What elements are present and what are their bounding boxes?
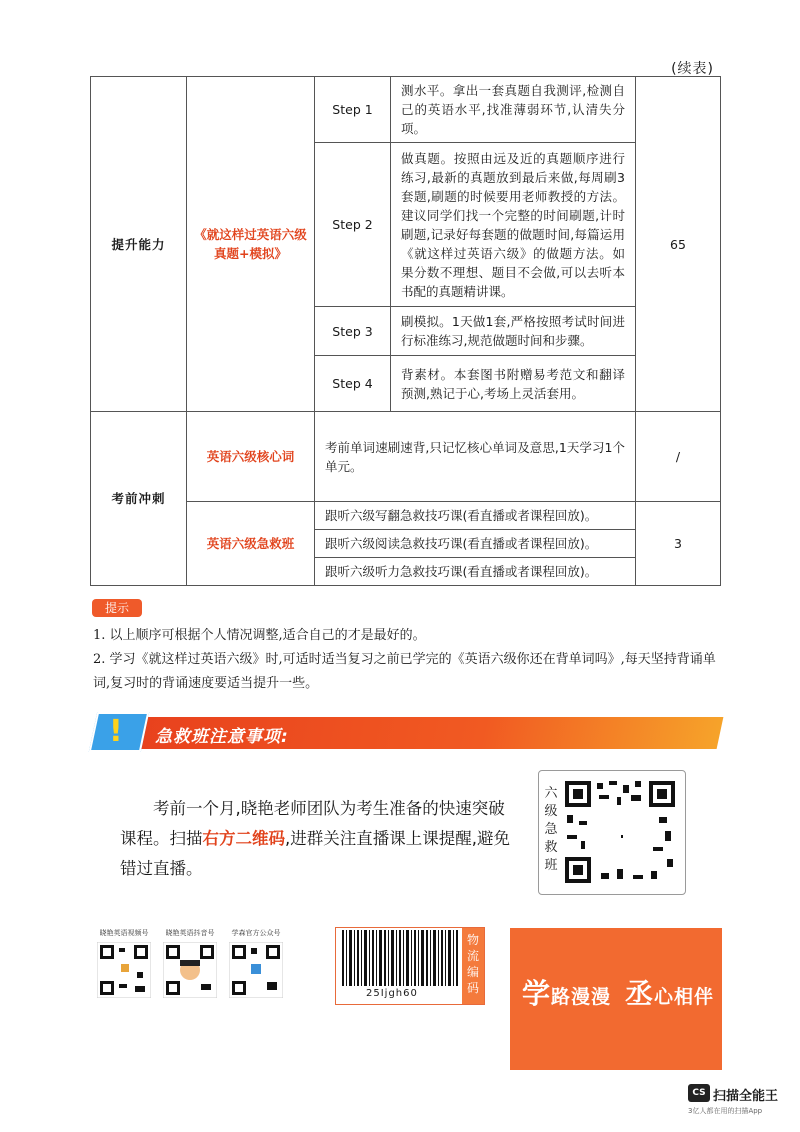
study-plan-table xyxy=(90,76,721,586)
step-label: Step 4 xyxy=(315,356,391,412)
scanner-sub: 3亿人都在用的扫描App xyxy=(688,1107,763,1115)
qr-side-label: 六级急救班 xyxy=(544,786,558,873)
hours-cell: / xyxy=(636,412,721,502)
tips-badge: 提示 xyxy=(92,599,142,617)
tip-item: 2. 学习《就这样过英语六级》时,可适时适当复习之前已学完的《英语六级你还在背单词吗》,每天坚持背诵单词,复习时的背诵速度要适当提升一些。 xyxy=(93,652,716,691)
book-cell: 英语六级急救班 xyxy=(187,502,315,586)
notice-part1: 考前一个月,晓艳老师团队为考生准备的快速突破课程。扫描 xyxy=(120,799,505,848)
book-cell: 《就这样过英语六级真题+模拟》 xyxy=(187,77,315,412)
qr-label: 晓艳英语视频号 xyxy=(99,929,149,937)
slogan-text xyxy=(522,972,714,1012)
qr-label: 学森官方公众号 xyxy=(231,929,281,937)
notice-part2: ,进群关注直播课上课提醒,避免错过直播。 xyxy=(120,829,510,878)
step-label: Step 2 xyxy=(315,143,391,307)
tips-list xyxy=(93,624,723,696)
slogan-panel xyxy=(510,928,722,1070)
camscanner-logo-icon: CS xyxy=(688,1084,710,1102)
stage-cell: 考前冲刺 xyxy=(91,412,187,586)
slogan-part: 路漫漫 xyxy=(551,986,612,1008)
notice-banner xyxy=(93,712,720,752)
footer-qr-3 xyxy=(224,928,288,1002)
banner-title: 急救班注意事项: xyxy=(155,727,289,747)
continued-label: (续表) xyxy=(671,61,714,77)
qr-code-icon[interactable] xyxy=(561,777,679,887)
tip-item: 1. 以上顺序可根据个人情况调整,适合自己的才是最好的。 xyxy=(93,628,426,643)
scanner-name: 扫描全能王 xyxy=(713,1089,779,1104)
step-label: Step 1 xyxy=(315,77,391,143)
book-cell: 英语六级核心词 xyxy=(187,412,315,502)
step-desc: 背素材。本套图书附赠易考范文和翻译预测,熟记于心,考场上灵活套用。 xyxy=(391,356,636,412)
footer-qr-2 xyxy=(158,928,222,1002)
stage-cell: 提升能力 xyxy=(91,77,187,412)
hours-cell: 65 xyxy=(636,77,721,412)
slogan-part: 心相伴 xyxy=(654,986,715,1008)
step-label: Step 3 xyxy=(315,307,391,356)
table-row xyxy=(91,77,721,143)
qr-code-icon[interactable] xyxy=(229,942,283,998)
table-row xyxy=(91,412,721,502)
barcode-icon xyxy=(340,930,460,988)
sub-desc: 跟听六级听力急救技巧课(看直播或者课程回放)。 xyxy=(315,558,636,586)
group-qr-box xyxy=(538,770,686,895)
qr-code-icon[interactable] xyxy=(163,942,217,998)
barcode-side-label: 物流编码 xyxy=(462,928,484,1004)
sub-desc: 跟听六级写翻急救技巧课(看直播或者课程回放)。 xyxy=(315,502,636,530)
slogan-char: 丞 xyxy=(625,977,655,1010)
sub-desc: 考前单词速刷速背,只记忆核心单词及意思,1天学习1个单元。 xyxy=(315,412,636,502)
notice-text xyxy=(120,794,520,884)
hours-cell: 3 xyxy=(636,502,721,586)
barcode-label xyxy=(335,927,485,1005)
qr-label: 晓艳英语抖音号 xyxy=(165,929,215,937)
slogan-char: 学 xyxy=(522,977,552,1010)
sub-desc: 跟听六级阅读急救技巧课(看直播或者课程回放)。 xyxy=(315,530,636,558)
qr-code-icon[interactable] xyxy=(97,942,151,998)
footer-qr-1 xyxy=(92,928,156,1002)
notice-highlight: 右方二维码 xyxy=(202,829,285,848)
step-desc: 测水平。拿出一套真题自我测评,检测自己的英语水平,找准薄弱环节,认清失分项。 xyxy=(391,77,636,143)
barcode-number: 25Ijgh60 xyxy=(366,988,418,999)
step-desc: 做真题。按照由远及近的真题顺序进行练习,最新的真题放到最后来做,每周刷3套题,刷题的时候要用老师教授的方法。建议同学们找一个完整的时间刷题,计时刷题,记录好每套题的做题时间,每篇运用《就这样过英语六级》的做题方法。如果分数不理想、题目不会做,可以去听本书配的真题精讲课。 xyxy=(391,143,636,307)
exclamation-icon: ! xyxy=(109,714,123,749)
step-desc: 刷模拟。1天做1套,严格按照考试时间进行标准练习,规范做题时间和步骤。 xyxy=(391,307,636,356)
